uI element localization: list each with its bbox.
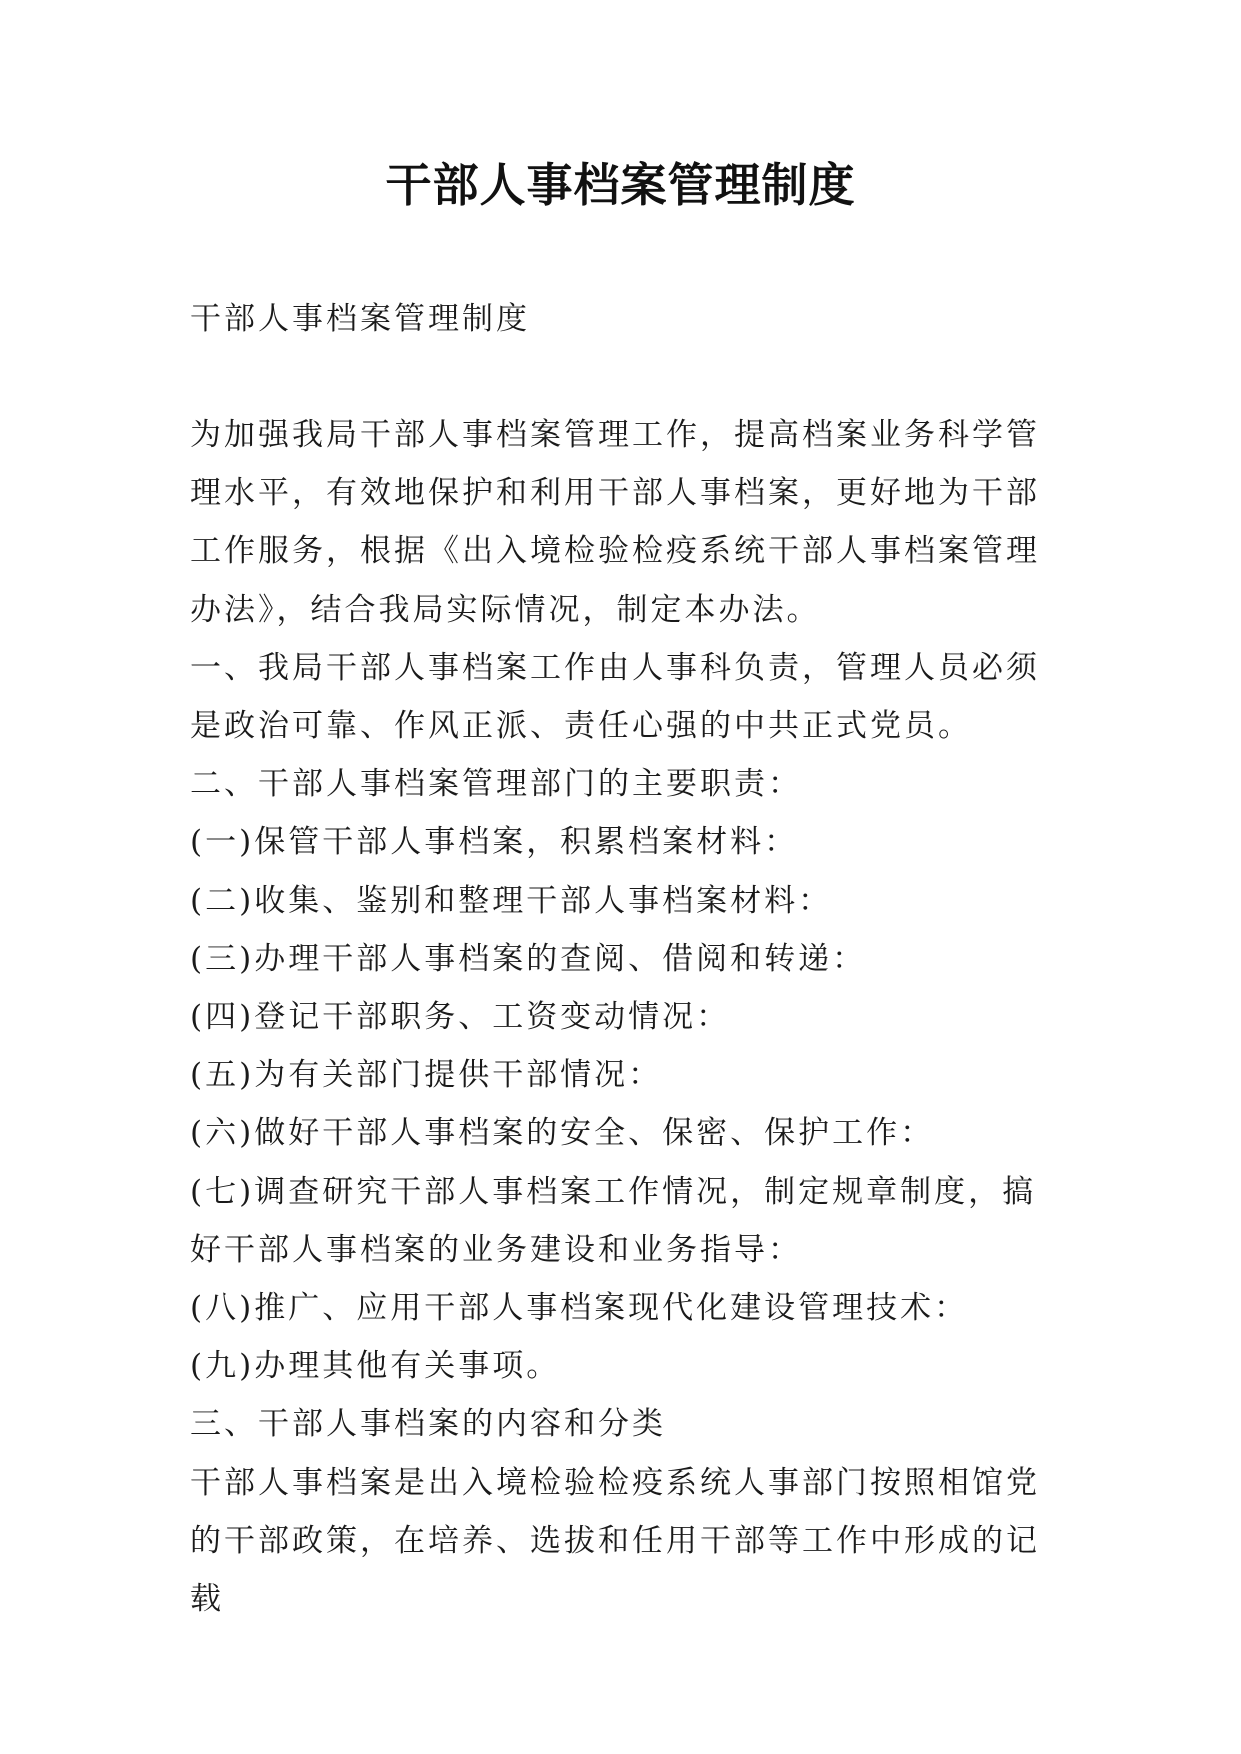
paragraph-intro: 为加强我局干部人事档案管理工作，提高档案业务科学管理水平，有效地保护和利用干部人事档案，更好地为干部工作服务，根据《出入境检验检疫系统干部人事档案管理办法》，结合我局实际情况，制定本办法。 [190, 417, 1040, 628]
list-item-7: (七)调查研究干部人事档案工作情况，制定规章制度，搞好干部人事档案的业务建设和业务指导： [190, 1173, 1037, 1268]
paragraph-section-2: 二、干部人事档案管理部门的主要职责： [190, 766, 802, 803]
paragraph-section-3-body: 干部人事档案是出入境检验检疫系统人事部门按照相馆党的干部政策，在培养、选拔和任用干部等工作中形成的记载 [190, 1464, 1040, 1618]
list-item-6: (六)做好干部人事档案的安全、保密、保护工作： [190, 1115, 935, 1152]
list-item-4: (四)登记干部职务、工资变动情况： [190, 999, 731, 1036]
paragraph-section-1: 一、我局干部人事档案工作由人事科负责，管理人员必须是政治可靠、作风正派、责任心强的中共正式党员。 [190, 649, 1040, 745]
document-body [190, 290, 1070, 1628]
blank-line [190, 348, 1070, 406]
document-subtitle: 干部人事档案管理制度 [190, 301, 530, 337]
paragraph-section-3: 三、干部人事档案的内容和分类 [190, 1406, 666, 1443]
list-item-1: (一)保管干部人事档案，积累档案材料： [190, 824, 799, 861]
list-item-9: (九)办理其他有关事项。 [190, 1348, 561, 1385]
document-title: 干部人事档案管理制度 [385, 158, 856, 212]
list-item-3: (三)办理干部人事档案的查阅、借阅和转递： [190, 940, 867, 977]
list-item-8: (八)推广、应用干部人事档案现代化建设管理技术： [190, 1290, 969, 1327]
list-item-2: (二)收集、鉴别和整理干部人事档案材料： [190, 882, 833, 919]
list-item-5: (五)为有关部门提供干部情况： [190, 1057, 663, 1094]
